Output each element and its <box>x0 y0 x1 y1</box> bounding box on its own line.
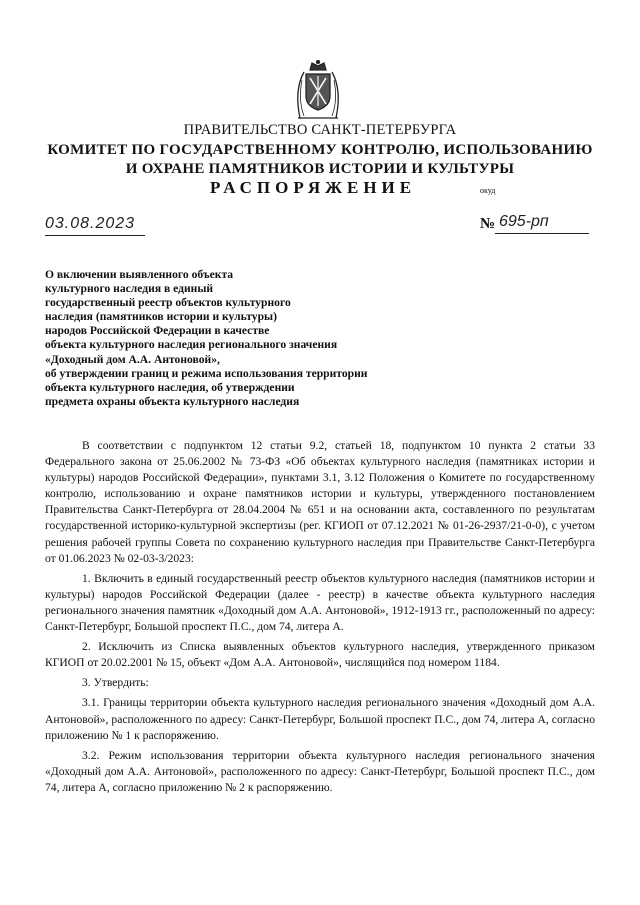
subject-line: культурного наследия в единый <box>45 282 214 296</box>
government-name: ПРАВИТЕЛЬСТВО САНКТ-ПЕТЕРБУРГА <box>183 122 457 138</box>
committee-name <box>0 141 640 179</box>
preamble-paragraph: В соответствии с подпунктом 12 статьи 9.2, статьей 18, подпунктом 10 пункта 2 статьи 33 Федерального закона от 25.06.2002 № 73-ФЗ «Об объектах культурного наследия (памятниках истории и культуры) народов Российской Федерации», пунктами 3.1, 3.12 Положения о Комитете по государственному контролю, использованию и охране памятников истории и культуры, утвержденного постановлением Правительства Санкт-Петербурга от 28.04.2004 № 651 и на основании акта, составленного по результатам государственной историко-культурной экспертизы (рег. КГИОП от 07.12.2021 № 01-26-2937/21-0-0), с учетом решения рабочей группы Совета по сохранению культурного наследия при Правительстве Санкт-Петербурга от 01.06.2023 № 02-03-3/2023: <box>45 439 595 565</box>
subject-line: объекта культурного наследия регионального значения <box>45 338 338 352</box>
document-number: 695-рп <box>495 213 589 234</box>
subject-line: предмета охраны объекта культурного наследия <box>45 394 300 408</box>
item-3-paragraph: 3. Утвердить: <box>82 676 149 690</box>
subject-line: государственный реестр объектов культурного <box>45 296 291 310</box>
saint-petersburg-coat-of-arms-icon <box>290 60 346 122</box>
document-type: РАСПОРЯЖЕНИЕ <box>210 178 417 197</box>
subject-line: О включении выявленного объекта <box>45 268 234 281</box>
subject-line: об утверждении границ и режима использования территории <box>45 366 368 380</box>
document-body <box>45 438 595 796</box>
item-2-paragraph: 2. Исключить из Списка выявленных объектов культурного наследия, утвержденного приказом КГИОП от 20.02.2001 № 15, объект «Дом А.А. Антоновой», числящийся под номером 1184. <box>45 640 595 670</box>
okud-label: окуд <box>480 186 496 195</box>
subject-line: народов Российской Федерации в качестве <box>45 324 270 338</box>
item-3-1-paragraph: 3.1. Границы территории объекта культурного наследия регионального значения «Доходный дом А.А. Антоновой», расположенного по адресу: Санкт-Петербург, Большой проспект П.С., дом 74, литера А, согласно приложению № 1 к распоряжению. <box>45 696 595 742</box>
committee-name-line-2: И ОХРАНЕ ПАМЯТНИКОВ ИСТОРИИ И КУЛЬТУРЫ <box>125 161 515 177</box>
item-3-2-paragraph: 3.2. Режим использования территории объекта культурного наследия регионального значения «Доходный дом А.А. Антоновой», расположенного по адресу: Санкт-Петербург, Большой проспект П.С., дом 74, литера А, согласно приложению № 2 к распоряжению. <box>45 748 595 794</box>
document-subject <box>45 268 445 409</box>
item-1-paragraph: 1. Включить в единый государственный реестр объектов культурного наследия (памятников истории и культуры) народов Российской Федерации (далее - реестр) в качестве объекта культурного наследия регионального значения памятник «Доходный дом А.А. Антоновой», 1912-1913 гг., расположенный по адресу: Санкт-Петербург, Большой проспект П.С., дом 74, литера А. <box>45 571 595 634</box>
subject-line: «Доходный дом А.А. Антоновой», <box>45 352 220 366</box>
subject-line: наследия (памятников истории и культуры) <box>45 310 277 324</box>
document-number-label: № <box>480 216 496 232</box>
document-date: 03.08.2023 <box>45 215 145 236</box>
subject-line: объекта культурного наследия, об утверждении <box>45 380 295 394</box>
committee-name-line-1: КОМИТЕТ ПО ГОСУДАРСТВЕННОМУ КОНТРОЛЮ, ИСПОЛЬЗОВАНИЮ <box>47 142 593 158</box>
